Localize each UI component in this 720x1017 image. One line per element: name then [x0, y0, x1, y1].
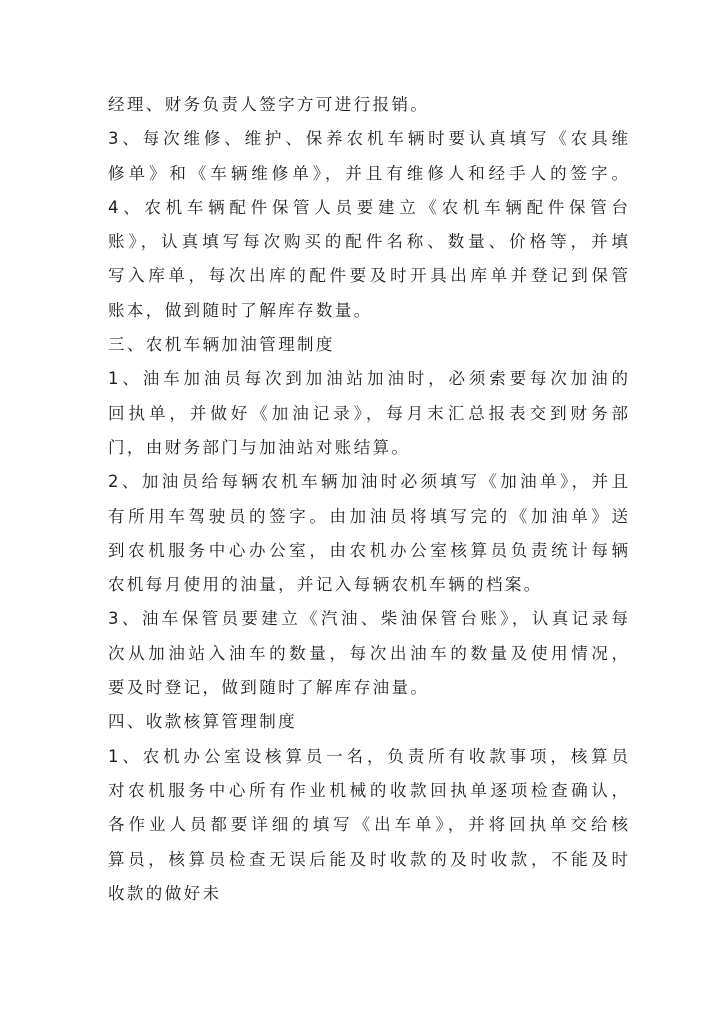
text-line: 到农机服务中心办公室，由农机办公室核算员负责统计每辆	[108, 540, 628, 560]
text-line: 1、油车加油员每次到加油站加油时，必须索要每次加油的	[108, 369, 628, 389]
text-line: 3、油车保管员要建立《汽油、柴油保管台账》，认真记录每	[108, 609, 628, 629]
text-line: 门，由财务部门与加油站对账结算。	[108, 437, 411, 457]
text-line: 收款的做好未	[108, 883, 222, 903]
text-line: 回执单，并做好《加油记录》，每月末汇总报表交到财务部	[108, 403, 628, 423]
text-line: 次从加油站入油车的数量，每次出油车的数量及使用情况，	[108, 643, 628, 663]
text-line: 要及时登记，做到随时了解库存油量。	[108, 678, 430, 698]
text-line: 写入库单，每次出库的配件要及时开具出库单并登记到保管	[108, 266, 628, 286]
text-line: 2、加油员给每辆农机车辆加油时必须填写《加油单》，并且	[108, 472, 628, 492]
text-line: 账》，认真填写每次购买的配件名称、数量、价格等，并填	[108, 232, 628, 252]
text-line: 三、农机车辆加油管理制度	[108, 335, 335, 355]
text-line: 四、收款核算管理制度	[108, 712, 297, 732]
text-line: 农机每月使用的油量，并记入每辆农机车辆的档案。	[108, 575, 543, 595]
document-body	[108, 88, 628, 911]
text-line: 算员，核算员检查无误后能及时收款的及时收款，不能及时	[108, 849, 628, 869]
text-line: 1、农机办公室设核算员一名，负责所有收款事项，核算员	[108, 746, 628, 766]
text-line: 各作业人员都要详细的填写《出车单》，并将回执单交给核	[108, 815, 628, 835]
text-line: 账本，做到随时了解库存数量。	[108, 300, 373, 320]
text-line: 3、每次维修、维护、保养农机车辆时要认真填写《农具维	[108, 129, 628, 149]
text-line: 修单》和《车辆维修单》，并且有维修人和经手人的签字。	[108, 163, 628, 183]
text-line: 有所用车驾驶员的签字。由加油员将填写完的《加油单》送	[108, 506, 628, 526]
text-line: 经理、财务负责人签字方可进行报销。	[108, 95, 430, 114]
text-line: 4、农机车辆配件保管人员要建立《农机车辆配件保管台	[108, 197, 628, 217]
text-line: 对农机服务中心所有作业机械的收款回执单逐项检查确认，	[108, 780, 628, 800]
